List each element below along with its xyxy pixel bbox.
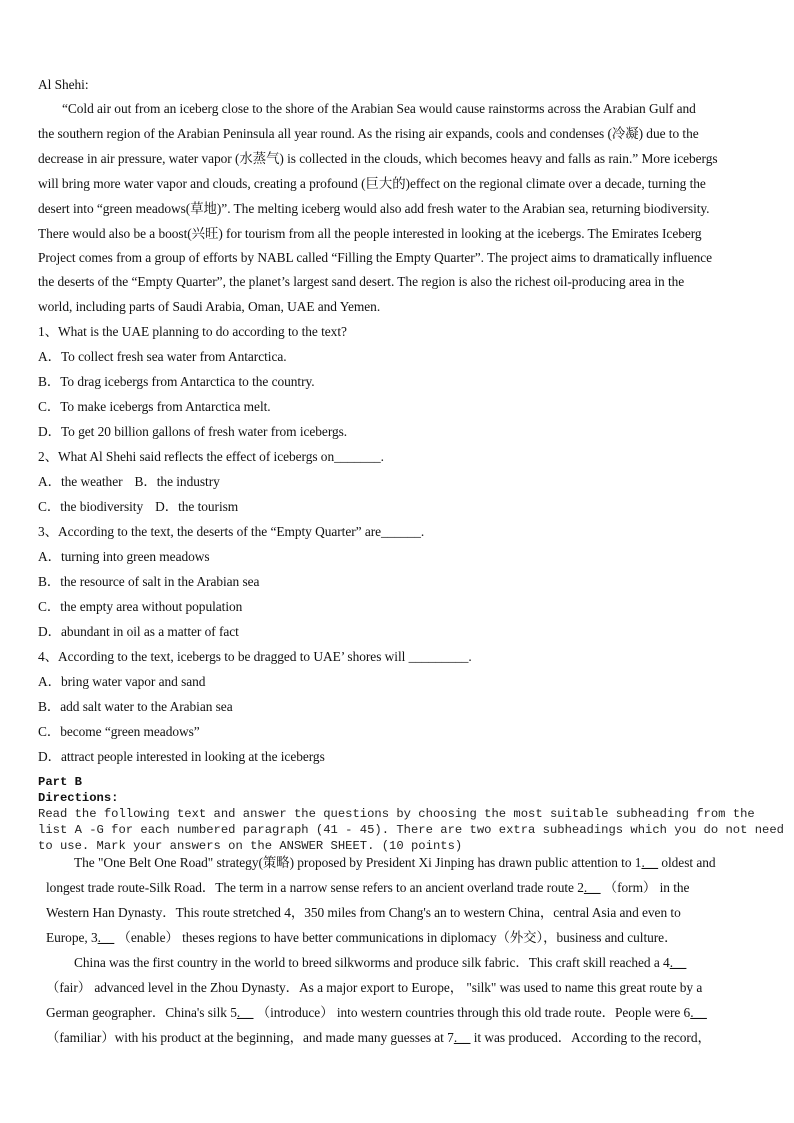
- option-c: [38, 598, 242, 616]
- option-label: C．: [38, 599, 61, 614]
- cloze-text: （fair） advanced level in the Zhou Dynasty．As a major export to Europe， "silk" was used to name this great route by a: [46, 980, 703, 995]
- cloze-text: it was produced．According to the record，: [470, 1030, 711, 1045]
- cloze-line: [74, 854, 716, 872]
- question-stem: 2、What Al Shehi said reflects the effect of icebergs on_______.: [38, 449, 384, 464]
- option-a: [38, 348, 287, 366]
- option-label: B．: [38, 574, 61, 589]
- option-text: the resource of salt in the Arabian sea: [60, 574, 260, 589]
- cloze-line: [46, 929, 677, 947]
- directions-line: Read the following text and answer the questions by choosing the most suitable subheading from the: [38, 807, 755, 821]
- option-b: [38, 698, 233, 716]
- option-row-cd: [38, 498, 238, 516]
- option-label: D．: [155, 499, 179, 514]
- cloze-text: （familiar）with his product at the beginning，and made many guesses at 7: [46, 1030, 454, 1045]
- option-label: B．: [38, 699, 61, 714]
- question-stem: 1、What is the UAE planning to do according to the text?: [38, 324, 347, 339]
- option-label: C．: [38, 399, 61, 414]
- passage-line: decrease in air pressure, water vapor (水蒸气) is collected in the clouds, which becomes heavy and falls as rain.” More icebergs: [38, 151, 718, 166]
- cloze-text: （form） in the: [600, 880, 690, 895]
- directions-line: list A -G for each numbered paragraph (41 - 45). There are two extra subheadings which you do not need: [38, 823, 784, 837]
- cloze-text: oldest and: [658, 855, 716, 870]
- option-a: [38, 673, 205, 691]
- cloze-text: Western Han Dynasty．This route stretched 4，350 miles from Chang's an to western China，central Asia and even to: [46, 905, 681, 920]
- option-label: D．: [38, 749, 61, 764]
- option-label: C．: [38, 724, 61, 739]
- option-d: [38, 623, 239, 641]
- cloze-line: [74, 954, 686, 972]
- option-label: A．: [38, 474, 61, 489]
- passage-line: There would also be a boost(兴旺) for tourism from all the people interested in looking at the icebergs. The Emirates Iceberg: [38, 226, 702, 241]
- cloze-line: [46, 904, 681, 922]
- option-label: D．: [38, 424, 61, 439]
- option-text: To drag icebergs from Antarctica to the country.: [60, 374, 315, 389]
- option-label: B．: [134, 474, 157, 489]
- option-text: bring water vapor and sand: [60, 674, 206, 689]
- question-stem: 3、According to the text, the deserts of the “Empty Quarter” are______.: [38, 524, 425, 539]
- option-label: A．: [38, 349, 61, 364]
- cloze-text: （enable） theses regions to have better communications in diplomacy（外交），business and culture．: [114, 930, 678, 945]
- option-text: the tourism: [178, 499, 239, 514]
- option-label: A．: [38, 674, 61, 689]
- option-text: the industry: [156, 474, 220, 489]
- option-c: [38, 723, 200, 741]
- cloze-blank-3: .__: [97, 930, 115, 945]
- option-label: A．: [38, 549, 61, 564]
- cloze-blank-5: .__: [236, 1005, 254, 1020]
- option-c: [38, 398, 271, 416]
- option-text: abundant in oil as a matter of fact: [60, 624, 239, 639]
- option-text: the empty area without population: [60, 599, 243, 614]
- speaker-label: Al Shehi:: [38, 77, 89, 92]
- part-b-heading: Part B: [38, 775, 82, 789]
- option-label: B．: [38, 374, 61, 389]
- option-text: To collect fresh sea water from Antarctica.: [60, 349, 287, 364]
- cloze-line: [46, 1029, 711, 1047]
- option-label: D．: [38, 624, 61, 639]
- passage-line: the deserts of the “Empty Quarter”, the planet’s largest sand desert. The region is also the richest oil-producing area in the: [38, 274, 685, 289]
- passage-line: will bring more water vapor and clouds, creating a profound (巨大的)effect on the regional climate over a decade, turning the: [38, 176, 706, 191]
- cloze-blank-1: .__: [641, 855, 659, 870]
- option-text: become “green meadows”: [60, 724, 200, 739]
- cloze-text: Europe, 3: [46, 930, 98, 945]
- cloze-text: The "One Belt One Road" strategy(策略) proposed by President Xi Jinping has drawn public attention to 1: [74, 855, 642, 870]
- cloze-blank-7: .__: [453, 1030, 471, 1045]
- option-text: turning into green meadows: [60, 549, 210, 564]
- cloze-line: [46, 1004, 707, 1022]
- cloze-line: [46, 879, 689, 897]
- option-b: [38, 373, 315, 391]
- directions-line: to use. Mark your answers on the ANSWER SHEET. (10 points): [38, 839, 463, 853]
- option-text: To get 20 billion gallons of fresh water from icebergs.: [60, 424, 348, 439]
- option-row-ab: [38, 473, 220, 491]
- question-stem: 4、According to the text, icebergs to be dragged to UAE’ shores will _________.: [38, 649, 472, 664]
- cloze-text: German geographer．China's silk 5: [46, 1005, 237, 1020]
- option-label: C．: [38, 499, 61, 514]
- cloze-blank-4: .__: [669, 955, 687, 970]
- directions-label: Directions:: [38, 791, 119, 805]
- option-b: [38, 573, 259, 591]
- option-d: [38, 748, 325, 766]
- option-text: add salt water to the Arabian sea: [60, 699, 233, 714]
- option-text: the biodiversity: [60, 499, 144, 514]
- option-text: attract people interested in looking at the icebergs: [60, 749, 325, 764]
- cloze-text: longest trade route-Silk Road．The term in a narrow sense refers to an ancient overland trade route 2: [46, 880, 584, 895]
- option-text: the weather: [60, 474, 123, 489]
- passage-line: world, including parts of Saudi Arabia, Oman, UAE and Yemen.: [38, 299, 381, 314]
- option-d: [38, 423, 347, 441]
- option-text: To make icebergs from Antarctica melt.: [60, 399, 271, 414]
- cloze-blank-6: .__: [690, 1005, 707, 1020]
- cloze-text: （introduce） into western countries through this old trade route．People were 6: [253, 1005, 691, 1020]
- passage-line: the southern region of the Arabian Peninsula all year round. As the rising air expands, cools and condenses (冷凝) due to the: [38, 126, 699, 141]
- option-a: [38, 548, 210, 566]
- passage-line: “Cold air out from an iceberg close to the shore of the Arabian Sea would cause rainstorms across the Arabian Gulf and: [62, 101, 696, 116]
- passage-line: Project comes from a group of efforts by NABL called “Filling the Empty Quarter”. The project aims to dramatically influence: [38, 250, 713, 265]
- passage-line: desert into “green meadows(草地)”. The melting iceberg would also add fresh water to the Arabian sea, returning biodiversity.: [38, 201, 710, 216]
- cloze-blank-2: .__: [583, 880, 601, 895]
- cloze-line: [46, 979, 702, 997]
- cloze-text: China was the first country in the world to breed silkworms and produce silk fabric．This craft skill reached a 4: [74, 955, 670, 970]
